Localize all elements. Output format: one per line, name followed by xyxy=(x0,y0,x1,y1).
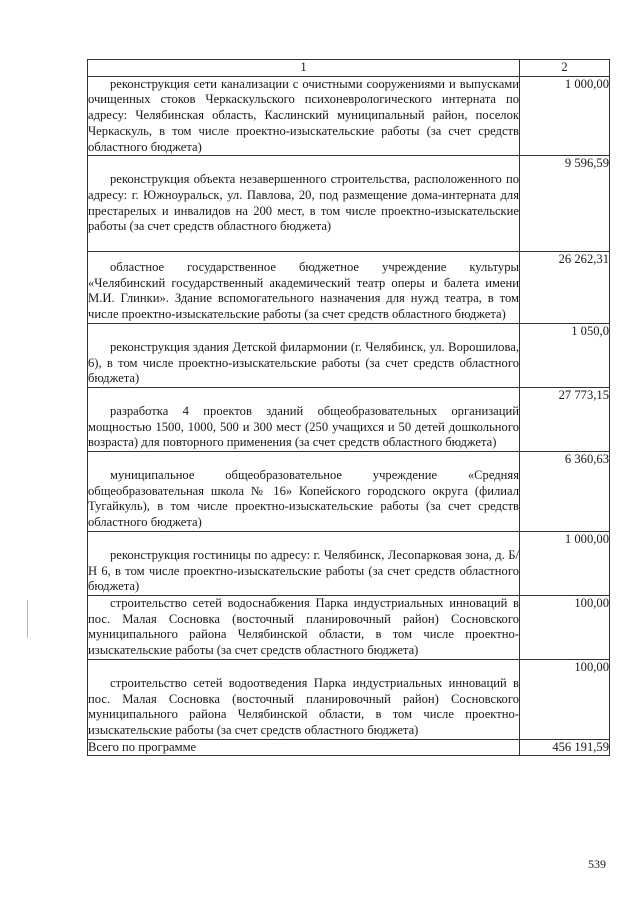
table-row xyxy=(88,76,610,156)
table-row xyxy=(88,323,610,387)
table-row xyxy=(88,659,610,739)
margin-line xyxy=(27,600,28,638)
row-amount: 100,00 xyxy=(520,659,610,739)
row-amount: 1 000,00 xyxy=(520,76,610,156)
row-description: реконструкция здания Детской филармонии (г. Челябинск, ул. Ворошилова, 6), в том числе проектно-изыскательские работы (за счет средств областного бюджета) xyxy=(88,339,519,386)
row-description: строительство сетей водоотведения Парка индустриальных инноваций в пос. Малая Сосновка (восточный планировочный район) Сосновского муниципального района Челябинской области, в том числе проектно-изыскательские работы (за счет средств областного бюджета) xyxy=(88,675,519,737)
table-row xyxy=(88,452,610,532)
row-amount: 1 050,0 xyxy=(520,323,610,387)
row-amount: 100,00 xyxy=(520,595,610,659)
row-description: строительство сетей водоснабжения Парка индустриальных инноваций в пос. Малая Сосновка (восточный планировочный район) Сосновского муниципального района Челябинской области, в том числе проектно-изыскательские работы (за счет средств областного бюджета) xyxy=(88,595,519,658)
table-row xyxy=(88,156,610,252)
table-row xyxy=(88,252,610,324)
table-row xyxy=(88,595,610,659)
total-row xyxy=(88,739,610,756)
row-amount: 6 360,63 xyxy=(520,452,610,532)
column-header-1: 1 xyxy=(88,60,520,77)
program-table xyxy=(87,59,610,756)
row-amount: 27 773,15 xyxy=(520,387,610,451)
row-description: реконструкция гостиницы по адресу: г. Челябинск, Лесопарковая зона, д. Б/Н 6, в том числе проектно-изыскательские работы (за счет средств областного бюджета) xyxy=(88,547,519,594)
total-label: Всего по программе xyxy=(88,739,520,756)
row-description: реконструкция сети канализации с очистными сооружениями и выпусками очищенных стоков Черкаскульского психоневрологического интерната по адресу: Челябинская область, Каслинский муниципальный район, поселок Черкаскуль, в том числе проектно-изыскательские работы (за счет средств областного бюджета) xyxy=(88,76,519,154)
row-description: муниципальное общеобразовательное учреждение «Средняя общеобразовательная школа № 16» Копейского городского округа (филиал Тугайкуль), в том числе проектно-изыскательские работы (за счет средств областного бюджета) xyxy=(88,468,519,530)
row-amount: 1 000,00 xyxy=(520,531,610,595)
table-row xyxy=(88,387,610,451)
row-amount: 9 596,59 xyxy=(520,156,610,252)
column-header-2: 2 xyxy=(520,60,610,77)
page-number: 539 xyxy=(588,857,606,871)
row-description: областное государственное бюджетное учреждение культуры «Челябинский государственный академический театр оперы и балета имени М.И. Глинки». Здание вспомогательного назначения для нужд театра, в том числе проектно-изыскательские работы (за счет средств областного бюджета) xyxy=(88,260,519,322)
row-description: разработка 4 проектов зданий общеобразовательных организаций мощностью 1500, 1000, 500 и 300 мест (250 учащихся и 50 детей дошкольного возраста) для повторного применения (за счет средств областного бюджета) xyxy=(88,403,519,450)
table-row xyxy=(88,531,610,595)
table-header-row xyxy=(88,60,610,77)
total-amount: 456 191,59 xyxy=(520,739,610,756)
row-amount: 26 262,31 xyxy=(520,252,610,324)
row-description: реконструкция объекта незавершенного строительства, расположенного по адресу: г. Южноуральск, ул. Павлова, 20, под размещение дома-интерната для престарелых и инвалидов на 200 мест, в том числе проектно-изыскательские работы (за счет средств областного бюджета) xyxy=(88,172,519,234)
